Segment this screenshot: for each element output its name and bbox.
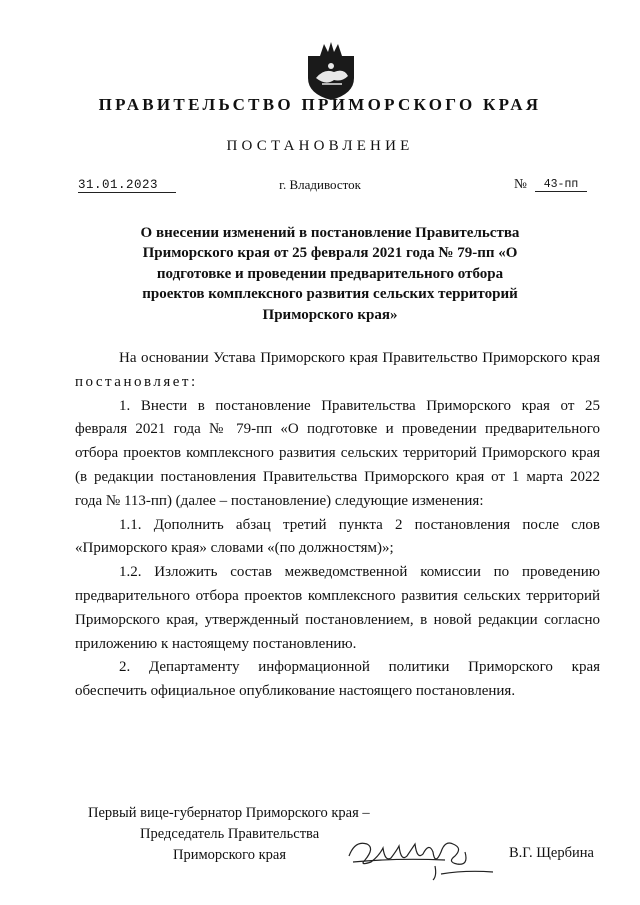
number-label: №: [514, 176, 527, 191]
coat-of-arms-icon: [302, 38, 360, 102]
signatory-line-3: Приморского края: [173, 847, 287, 863]
preamble-text: На основании Устава Приморского края Правительство Приморского края: [119, 350, 600, 366]
document-body: [75, 347, 600, 704]
decree-number: 43-пп: [535, 178, 587, 192]
paragraph-1-2: 1.2. Изложить состав межведомственной комиссии по проведению предварительного отбора проектов комплексного развития сельских территорий Приморского края, утвержденный постановлением, в новой редакции согласно приложению к настоящему постановлению.: [75, 564, 600, 652]
resolves-word: постановляет: [75, 373, 191, 390]
paragraph-1: 1. Внести в постановление Правительства Приморского края от 25 февраля 2021 года № 79-пп «О подготовке и проведении предварительного отбора проектов комплексного развития сельских территорий Приморского края (в редакции постановления Правительства Приморского края от 1 марта 2022 года № 113-пп) (далее – постановление) следующие изменения:: [75, 397, 600, 509]
paragraph-1-1: 1.1. Дополнить абзац третий пункта 2 постановления после слов «Приморского края» словами «(по должностям)»;: [75, 516, 600, 557]
signatory-name: В.Г. Щербина: [509, 845, 594, 861]
preamble-colon: :: [190, 373, 196, 390]
city: г. Владивосток: [279, 177, 361, 192]
signatory-title: [88, 803, 370, 866]
signatory-line-1: Первый вице-губернатор Приморского края –: [88, 805, 370, 821]
paragraph-preamble: [75, 347, 600, 395]
signatory-line-2: Председатель Правительства: [140, 826, 320, 842]
government-name: ПРАВИТЕЛЬСТВО ПРИМОРСКОГО КРАЯ: [98, 95, 542, 114]
document-type: ПОСТАНОВЛЕНИЕ: [226, 138, 414, 154]
signature-icon: [345, 822, 495, 882]
paragraph-2: 2. Департаменту информационной политики Приморского края обеспечить официальное опубликование настоящего постановления.: [75, 659, 600, 700]
decree-date: 31.01.2023: [78, 178, 176, 193]
document-title: О внесении изменений в постановление Правительства Приморского края от 25 февраля 2021 года № 79-пп «О подготовке и проведении предварительного отбора проектов комплексного развития сельских территорий Приморского края»: [140, 225, 520, 323]
